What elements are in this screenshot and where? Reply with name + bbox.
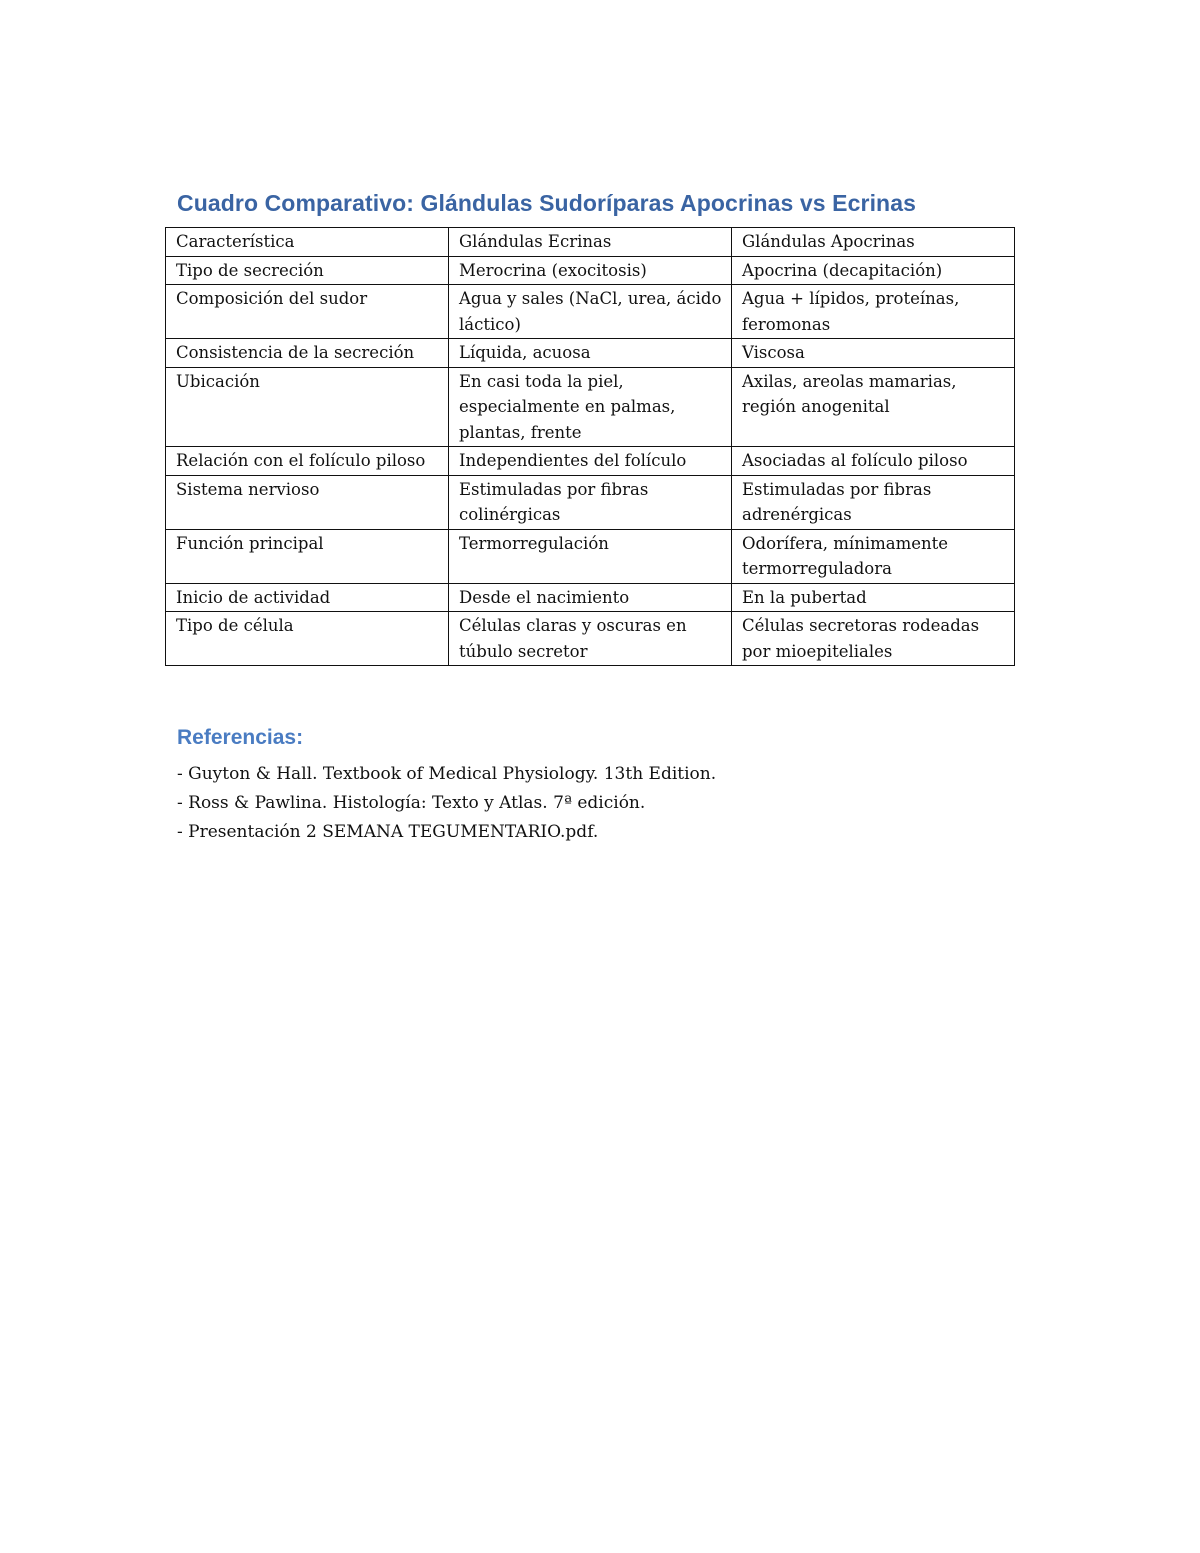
table-row	[166, 285, 1015, 339]
row-label: Composición del sudor	[166, 285, 449, 339]
row-label: Relación con el folículo piloso	[166, 447, 449, 476]
ecrinas-cell: En casi toda la piel, especialmente en palmas, plantas, frente	[449, 367, 732, 447]
apocrinas-cell: Células secretoras rodeadas por mioepiteliales	[732, 612, 1015, 666]
table-header-row	[166, 228, 1015, 257]
reference-item: - Ross & Pawlina. Histología: Texto y Atlas. 7ª edición.	[177, 793, 646, 813]
ecrinas-cell: Líquida, acuosa	[449, 339, 732, 368]
table-row	[166, 447, 1015, 476]
reference-item: - Presentación 2 SEMANA TEGUMENTARIO.pdf.	[177, 822, 599, 842]
row-label: Tipo de célula	[166, 612, 449, 666]
header-ecrinas: Glándulas Ecrinas	[449, 228, 732, 257]
ecrinas-cell: Desde el nacimiento	[449, 583, 732, 612]
row-label: Consistencia de la secreción	[166, 339, 449, 368]
apocrinas-cell: Agua + lípidos, proteínas, feromonas	[732, 285, 1015, 339]
ecrinas-cell: Estimuladas por fibras colinérgicas	[449, 475, 732, 529]
apocrinas-cell: Axilas, areolas mamarias, región anogenital	[732, 367, 1015, 447]
header-caracteristica: Característica	[166, 228, 449, 257]
table-row	[166, 367, 1015, 447]
table-row	[166, 583, 1015, 612]
table-row	[166, 339, 1015, 368]
apocrinas-cell: Odorífera, mínimamente termorreguladora	[732, 529, 1015, 583]
ecrinas-cell: Merocrina (exocitosis)	[449, 256, 732, 285]
row-label: Inicio de actividad	[166, 583, 449, 612]
ecrinas-cell: Independientes del folículo	[449, 447, 732, 476]
ecrinas-cell: Células claras y oscuras en túbulo secretor	[449, 612, 732, 666]
document-title: Cuadro Comparativo: Glándulas Sudoríparas Apocrinas vs Ecrinas	[177, 190, 916, 216]
row-label: Tipo de secreción	[166, 256, 449, 285]
ecrinas-cell: Agua y sales (NaCl, urea, ácido láctico)	[449, 285, 732, 339]
apocrinas-cell: En la pubertad	[732, 583, 1015, 612]
apocrinas-cell: Estimuladas por fibras adrenérgicas	[732, 475, 1015, 529]
references-list	[177, 760, 716, 847]
apocrinas-cell: Asociadas al folículo piloso	[732, 447, 1015, 476]
table-row	[166, 256, 1015, 285]
apocrinas-cell: Viscosa	[732, 339, 1015, 368]
table-row	[166, 612, 1015, 666]
comparison-table-container	[165, 227, 1014, 666]
row-label: Función principal	[166, 529, 449, 583]
references-title: Referencias:	[177, 726, 304, 749]
header-apocrinas: Glándulas Apocrinas	[732, 228, 1015, 257]
table-row	[166, 529, 1015, 583]
row-label: Sistema nervioso	[166, 475, 449, 529]
apocrinas-cell: Apocrina (decapitación)	[732, 256, 1015, 285]
reference-item: - Guyton & Hall. Textbook of Medical Physiology. 13th Edition.	[177, 764, 717, 784]
ecrinas-cell: Termorregulación	[449, 529, 732, 583]
comparison-table	[165, 227, 1015, 666]
row-label: Ubicación	[166, 367, 449, 447]
table-row	[166, 475, 1015, 529]
